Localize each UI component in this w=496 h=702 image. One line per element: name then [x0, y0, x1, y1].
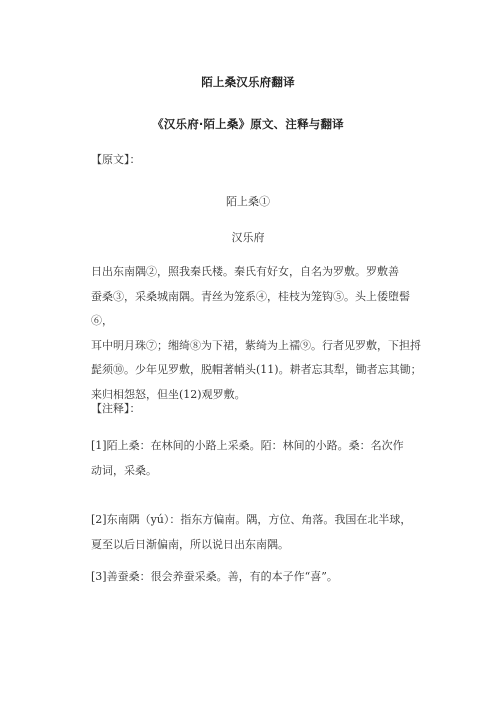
poem-body — [91, 260, 427, 407]
note-line: [2]东南隅（yú）：指东方偏南。隅，方位、角落。我国在北半球， — [91, 513, 412, 526]
poem-line: 髭须⑩。少年见罗敷，脱帽著帩头(11)。耕者忘其犁，锄者忘其锄； — [91, 363, 422, 376]
poem-line: 耳中明月珠⑦；缃绮⑧为下裙，紫绮为上襦⑨。行者见罗敷，下担捋 — [91, 338, 421, 352]
note-item — [91, 508, 427, 557]
original-text-label: 【原文】： — [91, 153, 141, 166]
note-line: [3]善蚕桑：很会养蚕采桑。善，有的本子作“喜”。 — [91, 570, 338, 583]
poem-source: 汉乐府 — [231, 231, 265, 244]
note-item — [91, 434, 427, 483]
notes-label: 【注释】： — [91, 402, 141, 415]
poem-line: 日出东南隅②，照我秦氏楼。秦氏有好女，自名为罗敷。罗敷善 — [91, 265, 399, 278]
note-line: 夏至以后日渐偏南，所以说日出东南隅。 — [91, 537, 289, 551]
note-line: [1]陌上桑：在林间的小路上采桑。陌：林间的小路。桑：名次作 — [91, 439, 404, 452]
poem-line: 蚕桑③，采桑城南隅。青丝为笼系④，桂枝为笼钩⑤。头上倭堕髻⑥， — [91, 289, 410, 327]
document-title: 陌上桑汉乐府翻译 — [201, 75, 295, 89]
poem-line: 来归相怨怒，但坐(12)观罗敷。 — [91, 387, 246, 401]
note-line: 动词，采桑。 — [91, 463, 157, 477]
document-subtitle: 《汉乐府·陌上桑》原文、注释与翻译 — [152, 117, 344, 131]
poem-title: 陌上桑① — [226, 195, 270, 208]
note-item — [91, 565, 427, 590]
